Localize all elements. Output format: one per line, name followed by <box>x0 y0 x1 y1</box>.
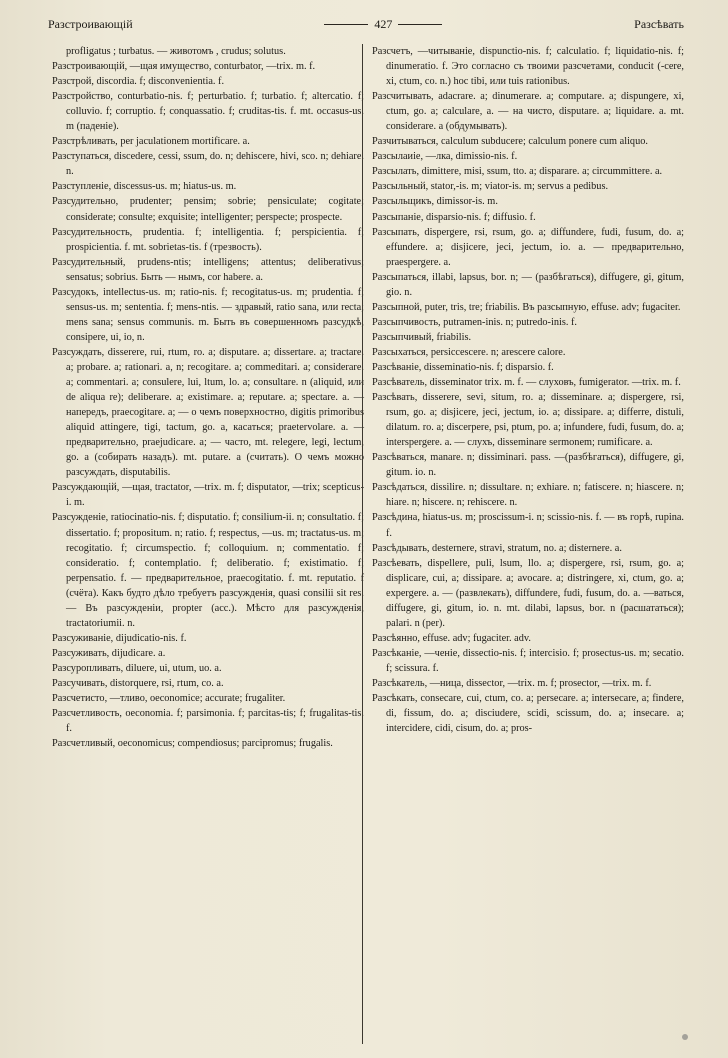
dictionary-entry: Разсуждать, disserere, rui, rtum, ro. a; disputare. a; dissertare. a; tractare. a; probare. a; rationari. a, n; recogitare. a; commeditari. a; considerare. a; commentari. a; consulere, lui, ltum, lo. a; consultare. n (aliquid, или de aliqua re); deliberare. a; existimare. a; reputare. a; spectare. a. — напередъ, praecogitare. a; — о чемъ поверхностно, digitis primoribus aliquid attingere, tigi, tactum, go. a, касаться; praetervolare. a. — предварительно, praejudicare. a; — часто, mt. relegere, legi, lectum, go. a (собирать назадъ). mt. putare. a (считать). О чемъ можно разсуждать, disputabilis. <box>52 346 364 479</box>
dictionary-entry: Разсуждающій, —щая, tractator, —trix. m. f; disputator, —trix; scepticus-i. m. <box>52 482 364 509</box>
dictionary-entry: Разсуживать, dijudicare. a. <box>52 647 166 659</box>
page-header <box>48 14 684 34</box>
page-corner-mark <box>682 1034 688 1040</box>
dictionary-entry: Разчитываться, calculum subducere; calculum ponere cum aliquo. <box>372 136 648 148</box>
dictionary-entry: Разсыльщикъ, dimissor-is. m. <box>372 196 498 208</box>
dictionary-entry: Разсѣватель, disseminator trix. m. f. — слуховъ, fumigerator. —trix. m. f. <box>372 377 681 389</box>
dictionary-entry: Разсыпать, dispergere, rsi, rsum, go. a; diffundere, fudi, fusum, do. a; effundere. a; disjicere, jeci, jectum, io. a. — предварительно, praespergere. a. <box>372 226 684 268</box>
dictionary-entry: Разстрѣливать, per jaculationem mortificare. a. <box>52 136 250 148</box>
dictionary-entry: Разсѣваться, manare. n; dissiminari. pass. —(разбѣгаться), diffugere, gi, gitum. io. n. <box>372 452 684 479</box>
dictionary-entry: Разступаться, discedere, cessi, ssum, do. n; dehiscere, hivi, sco. n; dehiare. n. <box>52 151 364 178</box>
dictionary-entry: Разсчетливый, oeconomicus; compendiosus; parcipromus; frugalis. <box>52 738 333 750</box>
left-column <box>52 44 364 751</box>
dictionary-entry: Разсчитывать, adacrare. a; dinumerare. a; computare. a; dispungere, xi, ctum, go. a; calculare, a. — на чисто, disputare. a; liquidare. a. mt. considerare. a (обдумывать). <box>372 91 684 133</box>
dictionary-entry: Разсудокъ, intellectus-us. m; ratio-nis. f; recogitatus-us. m; prudentia. f; sensus-us. m; sententia. f; mens-ntis. — здравый, ratio sana, или recta; mens sana; sensus communis. m. Быть въ совершенномъ разсудкѣ, consipere, ui, io, n. <box>52 286 364 343</box>
header-right-word: Разсѣвать <box>634 16 684 31</box>
dictionary-entry: Разсучивать, distorquere, rsi, rtum, co. a. <box>52 677 224 689</box>
dictionary-entry: Разсужденіе, ratiocinatio-nis. f; disputatio. f; consilium-ii. n; consultatio. f; dissertatio. f; propositum. n; ratio. f; respectus, —us. m; tractatus-us. m; recogitatio. f; circumspectio. f; colloquium. n; commentatio. f; consideratio. f; contemplatio. f; deliberatio. f; existimatio. f; perpensatio. f. — предварительное, praecogitatio. f. mt. reputatio. f (счёта). Какъ будто дѣло требуетъ разсужденія, quasi consilii sit res. — Въ разсужденіи, propter (acc.). Мѣсто для разсужденія, tractatoriumii. n. <box>52 512 364 629</box>
dictionary-entry: Разсудительность, prudentia. f; intelligentia. f; perspicientia. f; prospicientia. f. mt. sobrietas-tis. f (трезвость). <box>52 226 364 253</box>
right-column <box>372 44 684 736</box>
header-page-number-group <box>324 17 442 32</box>
page-number: 427 <box>374 16 393 31</box>
dictionary-entry: Разсыпаться, illabi, lapsus, bor. n; — (разбѣгаться), diffugere, gi, gitum, gio. n. <box>372 271 684 298</box>
dictionary-entry: Разсыпаніе, disparsio-nis. f; diffusio. f. <box>372 211 536 223</box>
dictionary-entry: Разсыхаться, persiccescere. n; arescere calore. <box>372 346 566 358</box>
dictionary-entry: Разстрой, discordia. f; disconvenientia. f. <box>52 76 225 88</box>
header-rule-right <box>398 24 442 25</box>
dictionary-entry: profligatus ; turbatus. — животомъ , crudus; solutus. <box>66 46 286 57</box>
dictionary-entry: Разсудительный, prudens-ntis; intelligens; attentus; deliberativus; sensatus; sobrius. Быть — нымъ, cor habere. a. <box>52 256 364 283</box>
column-divider <box>362 44 363 1044</box>
dictionary-entry: Разсѣваніе, disseminatio-nis. f; disparsio. f. <box>372 361 554 373</box>
dictionary-entry: Разсудительно, prudenter; pensim; sobrie; pensiculate; cogitate; considerate; consulte; exquisite; intelligenter; perspecte; prospecte. <box>52 196 364 223</box>
dictionary-entry: Разсѣдывать, desternere, stravi, stratum, no. a; disternere. a. <box>372 542 622 554</box>
dictionary-entry: Разсѣянно, effuse. adv; fugaciter. adv. <box>372 632 531 644</box>
header-left-word: Разстроивающій <box>48 16 133 31</box>
dictionary-entry: Разсыльный, stator,-is. m; viator-is. m; servus a pedibus. <box>372 181 609 193</box>
dictionary-entry: Разсыпной, puter, tris, tre; friabilis. Въ разсыпную, effuse. adv; fugaciter. <box>372 301 681 313</box>
dictionary-entry: Разсѣдина, hiatus-us. m; proscissum-i. n; scissio-nis. f. — въ горѣ, rupina. f. <box>372 512 684 539</box>
dictionary-entry: Разсѣвать, disserere, sevi, situm, ro. a; disseminare. a; dispergere, rsi, rsum, go. a; disjicere, jeci, jectum, io. a; dissipare. a; differre, distuli, dilatum. ro. a; discerpere, psi, ptum, po. a; infundere, fudi, fusum, do. a; interspergere. a. — слухъ, disseminare sermonem; rumificare. a. <box>372 392 684 449</box>
dictionary-entry: Разсчетъ, —читываніе, dispunctio-nis. f; calculatio. f; liquidatio-nis. f; dinumeratio. f. Это согласно съ твоими разсчетами, conducit (-cere, xi, ctum, co. n.) hoc tibi, или tuis rationibus. <box>372 46 684 88</box>
dictionary-entry: Разсчетливость, oeconomia. f; parsimonia. f; parcitas-tis; f; frugalitas-tis. f. <box>52 708 364 735</box>
dictionary-entry: Разсыпчивый, friabilis. <box>372 331 472 343</box>
dictionary-entry: Разсѣканіе, —ченіе, dissectio-nis. f; intercisio. f; prosectus-us. m; secatio. f; scissura. f. <box>372 647 684 674</box>
dictionary-entry: Разсѣдаться, dissilire. n; dissultare. n; exhiare. n; fatiscere. n; hiascere. n; hiare. n; hiscere. n; rehiscere. n. <box>372 482 684 509</box>
header-rule-left <box>324 24 368 25</box>
dictionary-entry: Разсылать, dimittere, misi, ssum, tto. a; disparare. a; circummittere. a. <box>372 166 663 178</box>
dictionary-entry: Разсчетисто, —тливо, oeconomice; accurate; frugaliter. <box>52 693 286 705</box>
dictionary-entry: Разступленіе, discessus-us. m; hiatus-us. m. <box>52 181 237 193</box>
dictionary-entry: Разстройство, conturbatio-nis. f; perturbatio. f; turbatio. f; altercatio. f; colluvio. f; corruptio. f; conquassatio. f; cruditas-tis. f. mt. occasus-us. m (паденіе). <box>52 91 364 133</box>
dictionary-entry: Разсуропливать, diluere, ui, utum, uo. a. <box>52 662 222 674</box>
dictionary-entry: Разстроивающій, —щая имущество, conturbator, —trix. m. f. <box>52 61 316 73</box>
dictionary-entry: Разсылаиіе, —лка, dimissio-nis. f. <box>372 151 518 163</box>
dictionary-entry: Разсѣкатель, —ница, dissector, —trix. m. f; prosector, —trix. m. f. <box>372 677 652 689</box>
dictionary-entry: Разсѣкать, consecare, cui, ctum, co. a; persecare. a; intersecare, a; findere, di, fissum, do. a; disciudere, scidi, scissum, do. a; insecare. a; intercidere, cidi, cisum, do. a; pros- <box>372 693 684 735</box>
dictionary-entry: Разсѣевать, dispellere, puli, lsum, llo. a; dispergere, rsi, rsum, go. a; displicare, cui, a; dissipare. a; avocare. a; distringere, xi, ctum, go. a; expergere. a. — (развлекать), diffundere, fudi, fusum, do. a. —ваться, diffugere, gi, gitum, io. n. mt. dilabi, lapsus, bor. n (расшататься); palari. n (per). <box>372 557 684 629</box>
dictionary-entry: Разсуживаніе, dijudicatio-nis. f. <box>52 632 187 644</box>
dictionary-entry: Разсыпчивость, putramen-inis. n; putredo-inis. f. <box>372 316 577 328</box>
